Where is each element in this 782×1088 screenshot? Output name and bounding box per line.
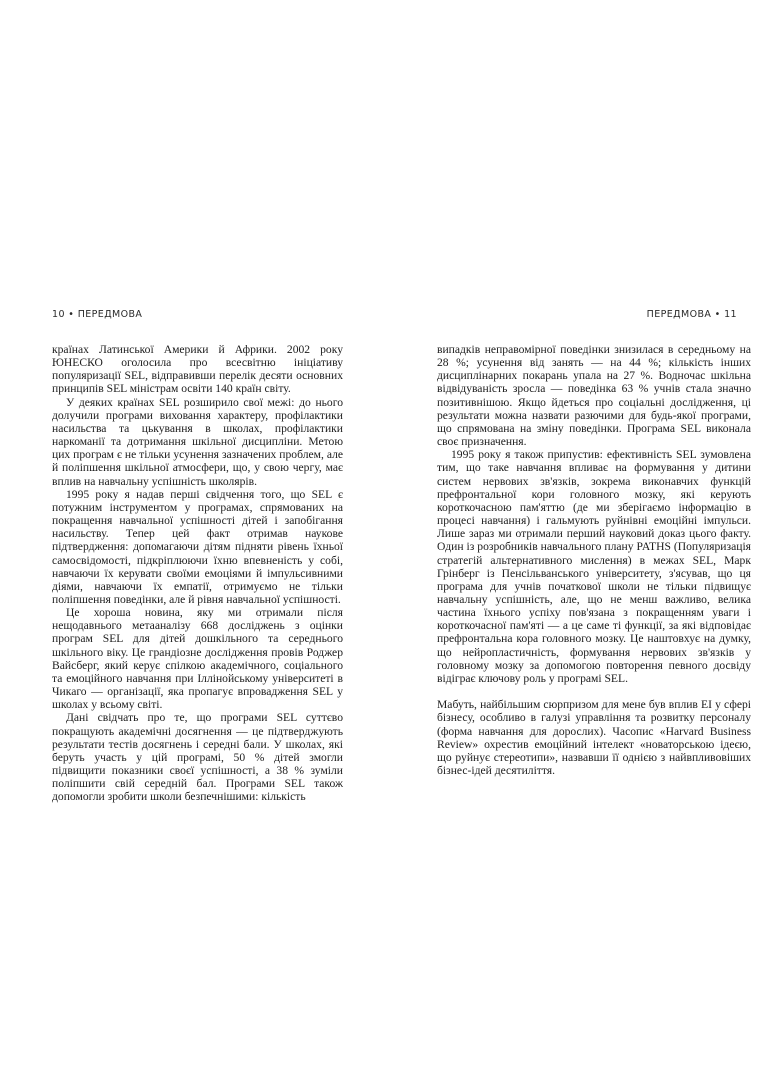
running-head-left: 10 • ПЕРЕДМОВА [52,309,143,320]
paragraph: Дані свідчать про те, що програми SEL суттєво покращують академічні досягнення — це підтверджують результати тестів досягнень і середні бали. У школах, які беруть участь у цій програмі, 50 % дітей змогли підвищити показники своєї успішності, а 38 % зуміли поліпшити свій середній бал. Програми SEL також допомогли зробити школи безпечнішими: кількість [52,711,343,804]
body-text-right [437,343,751,777]
paragraph: 1995 року я також припустив: ефективність SEL зумовлена тим, що таке навчання впливає на формування у дитини систем нервових зв'язків, зокрема виконавчих функцій префронтальної кори головного мозку, які керують короткочасною пам'яттю (де ми зберігаємо інформацію в процесі навчання) і гальмують руйнівні емоційні імпульси. Лише зараз ми отримали перший науковий доказ цього факту. Один із розробників навчального плану PATHS (Популяризація стратегій альтернативного мислення) в межах SEL, Марк Грінберг із Пенсільванського університету, з'ясував, що ця програма для учнів початкової школи не тільки підвищує навчальну успішність, але, що не менш важливо, велика частина їхнього успіху пов'язана з покращенням уваги і короткочасної пам'яті — а це саме ті функції, за які відповідає префронтальна кора головного мозку. Це наштовхує на думку, що нейропластичність, формування нервових зв'язків у головному мозку за допомогою повторення певного досвіду відіграє ключову роль у програмі SEL. [437,448,751,685]
paragraph: випадків неправомірної поведінки знизилася в середньому на 28 %; усунення від занять — на 44 %; кількість інших дисциплінарних покарань упала на 27 %. Водночас шкільна відвідуваність зросла — поведінка 63 % учнів стала значно позитивнішою. Якщо йдеться про соціальні дослідження, ці результати можна назвати разючими для будь-якої програми, що спрямована на зміну поведінки. Програма SEL виконала своє призначення. [437,343,751,449]
paragraph: країнах Латинської Америки й Африки. 2002 року ЮНЕСКО оголосила про всесвітню ініціативу популяризації SEL, відправивши перелік десяти основних принципів SEL міністрам освіти 140 країн світу. [52,343,343,396]
running-head-right: ПЕРЕДМОВА • 11 [646,309,737,320]
right-page [391,0,782,1088]
paragraph: 1995 року я надав перші свідчення того, що SEL є потужним інструментом у програмах, спрямованих на покращення навчальної успішності дітей і запобігання насильству. Тепер цей факт отримав наукове підтвердження: допомагаючи дітям підняти рівень їхньої самосвідомості, підкріплюючи їхню впевненість у собі, навчаючи їх керувати своїми емоціями й імпульсивними діями, навчаючи їх емпатії, отримуємо не тільки поліпшення поведінки, але й рівня навчальної успішності. [52,487,343,606]
paragraph: Це хороша новина, яку ми отримали після нещодавнього метааналізу 668 досліджень з оцінки програм SEL для дітей дошкільного та середнього шкільного віку. Це грандіозне дослідження провів Роджер Вайсберг, який керує спілкою академічного, соціального та емоційного навчання при Іллінойському університеті в Чикаго — організації, яка пропагує впровадження SEL у школах у всьому світі. [52,606,343,712]
paragraph: У деяких країнах SEL розширило свої межі: до нього долучили програми виховання характеру, профілактики насильства та цькування в школах, профілактики наркоманії та дотримання шкільної дисципліни. Метою цих програм є не тільки усунення зазначених проблем, але й поліпшення шкільної атмосфери, що, у свою чергу, має вплив на навчальну успішність школярів. [52,395,343,488]
body-text-left [52,343,343,803]
paragraph: Мабуть, найбільшим сюрпризом для мене був вплив EI у сфері бізнесу, особливо в галузі управління та розвитку персоналу (форма навчання для дорослих). Часопис «Harvard Business Review» охрестив емоційний інтелект «новаторською ідеєю, що руйнує стереотипи», назвавши її однією з найвпливовіших бізнес-ідей десятиліття. [437,698,751,777]
